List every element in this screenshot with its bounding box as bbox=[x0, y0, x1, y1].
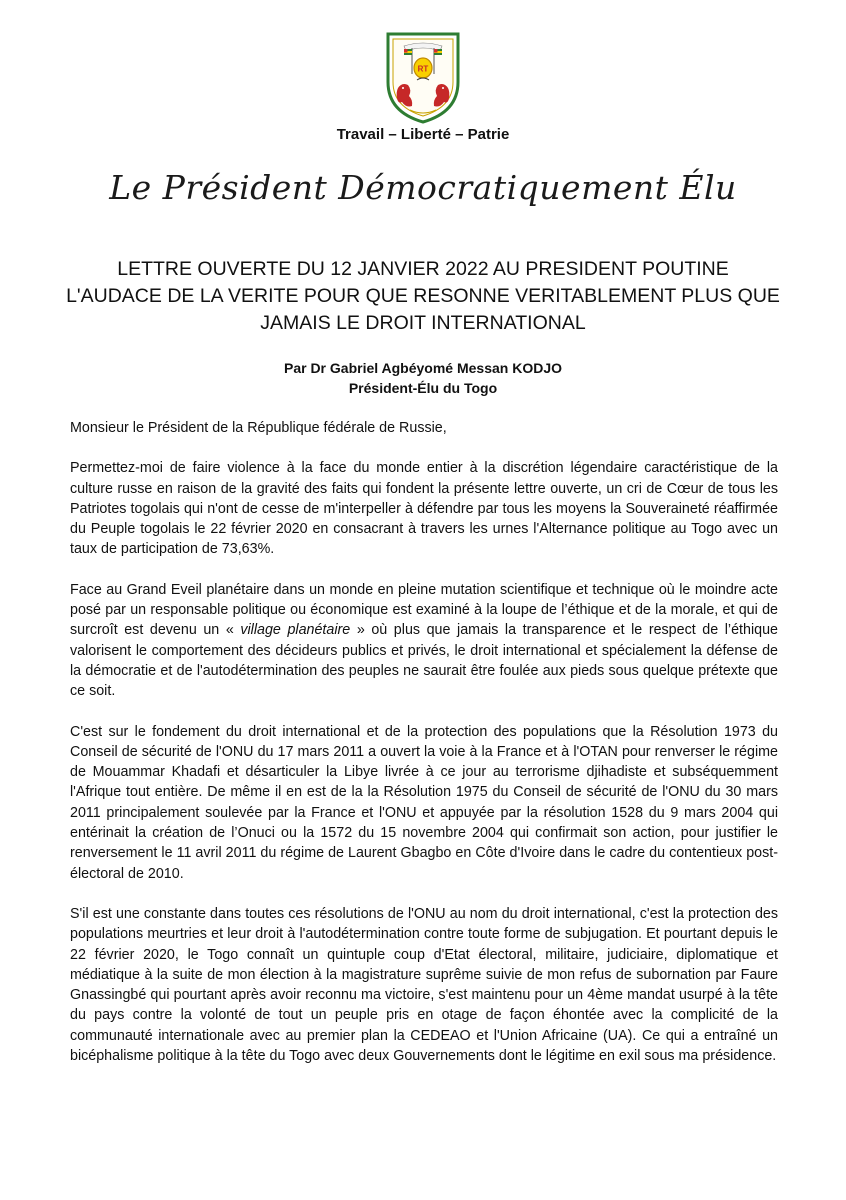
headline-line-1: LETTRE OUVERTE DU 12 JANVIER 2022 AU PRESIDENT POUTINE bbox=[117, 258, 729, 280]
paragraph-2-part-a: Face au Grand Eveil planétaire dans un monde en pleine mutation scientifique et technique où le moindre acte posé par un responsable politique ou économique est examiné à la loupe de l’éthique et de la morale, et qui de surcroît est devenu un « bbox=[70, 581, 778, 639]
letter-headline bbox=[60, 256, 786, 337]
paragraph-2-emphasis: village planétaire bbox=[240, 622, 351, 639]
headline-line-2: L'AUDACE DE LA VERITE POUR QUE RESONNE VERITABLEMENT PLUS QUE bbox=[66, 285, 780, 307]
paragraph-2-part-b: » où plus que jamais la transparence et le respect de l’éthique valorisent le comportement des décideurs publics et privés, le droit international et spécialement la défense de la démocratie et de l'autodétermination des peuples ne saurait être foulée aux pieds sous quelque prétexte que ce soit. bbox=[70, 622, 779, 700]
emblem-initials: RT bbox=[417, 64, 429, 74]
headline-line-3: JAMAIS LE DROIT INTERNATIONAL bbox=[260, 312, 586, 334]
paragraph-3: C'est sur le fondement du droit international et de la protection des populations que la Résolution 1973 du Conseil de sécurité de l'ONU du 17 mars 2011 a ouvert la voie à la France et à l'OTAN pour renverser le régime de Mouammar Khadafi et désarticuler la Libye livrée à ce jour au terrorisme djihadiste et subséquemment l'Afrique tout entière. De même il en est de la la Résolution 1975 du Conseil de sécurité de l'ONU du 30 mars 2011 principalement soulevée par la France et l'ONU et appuyée par la résolution 1528 du 9 mars 2004 qui entérinait la création de l’Onuci ou la 1572 du 15 novembre 2004 qui confirmait son action, pour justifier le renversement le 11 avril 2011 du régime de Laurent Gbagbo en Côte d'Ivoire dans le cadre du contentieux post-électoral de 2010. bbox=[70, 723, 778, 882]
national-motto: Travail – Liberté – Patrie bbox=[336, 126, 510, 143]
salutation: Monsieur le Président de la République fédérale de Russie, bbox=[70, 420, 447, 436]
paragraph-1: Permettez-moi de faire violence à la face du monde entier à la discrétion légendaire caractéristique de la culture russe en raison de la gravité des faits qui fondent la présente lettre ouverte, un cri de Cœur de tous les Patriotes togolais qui n'ont de cesse de m'interpeller à défendre par tous les moyens la Souveraineté réaffirmée du Peuple togolais le 22 février 2020 en consacrant à travers les urnes l'Alternance politique au Togo avec un taux de participation de 73,63%. bbox=[70, 460, 778, 558]
office-title: Le Président Démocratiquement Élu bbox=[109, 168, 737, 207]
paragraph-4: S'il est une constante dans toutes ces résolutions de l'ONU au nom du droit international, c'est la protection des populations meurtries et leur droit à l'autodétermination contre toute forme de subjugation. Et pourtant depuis le 22 février 2020, le Togo connaît un quintuple coup d'Etat électoral, militaire, judiciaire, diplomatique et médiatique à la suite de mon élection à la magistrature suprême suivie de mon refus de subornation par Faure Gnassingbé qui pourtant après avoir reconnu ma victoire, s'est maintenu pour un 4ème mandat usurpé à la tête du pays contre la volonté de tout un peuple pris en otage de façon éhontée avec la complicité de la communauté internationale avec au premier plan la CEDEAO et l'Union Africaine (UA). Ce qui a entraîné un bicéphalisme politique à la tête du Togo avec deux Gouvernements dont le légitime en exil sous ma présidence. bbox=[70, 905, 778, 1065]
paragraph-2 bbox=[70, 580, 778, 702]
author-block bbox=[0, 358, 846, 398]
author-role: Président-Élu du Togo bbox=[348, 380, 498, 396]
letter-body bbox=[70, 418, 778, 1086]
author-name: Par Dr Gabriel Agbéyomé Messan KODJO bbox=[283, 360, 563, 376]
coat-of-arms-emblem bbox=[382, 30, 464, 124]
